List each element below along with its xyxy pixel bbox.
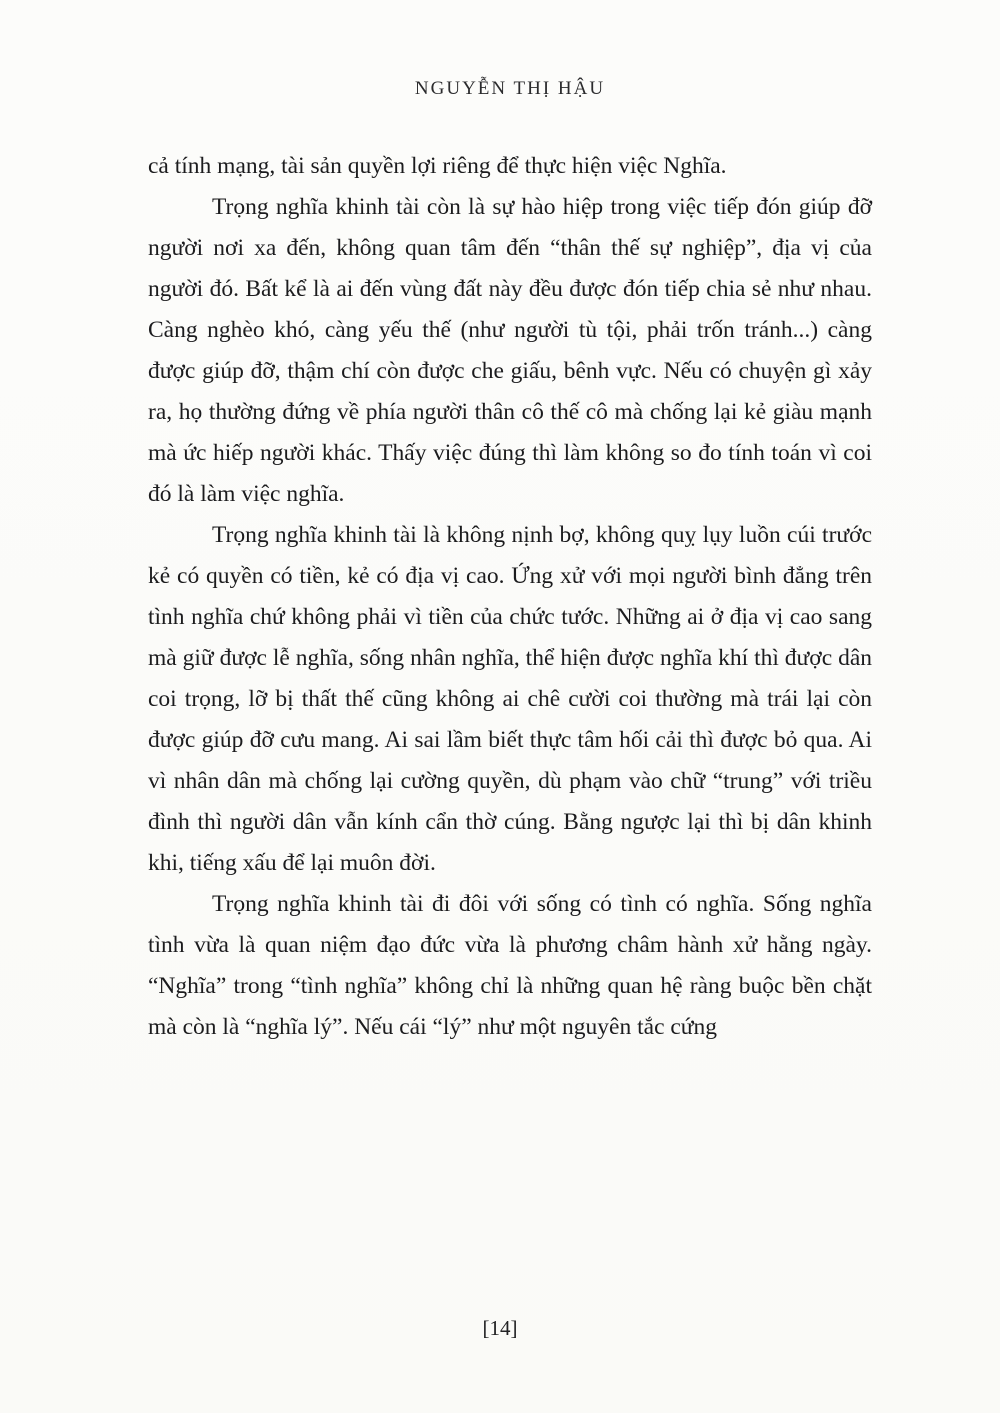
page-number: [14] — [482, 1316, 518, 1340]
body-paragraph: cả tính mạng, tài sản quyền lợi riêng để thực hiện việc Nghĩa. — [148, 153, 727, 179]
body-text-block — [148, 146, 872, 1048]
body-paragraph: Trọng nghĩa khinh tài đi đôi với sống có tình có nghĩa. Sống nghĩa tình vừa là quan niệm đạo đức vừa là phương châm hành xử hằng ngày. “Nghĩa” trong “tình nghĩa” không chỉ là những quan hệ ràng buộc bền chặt mà còn là “nghĩa lý”. Nếu cái “lý” như một nguyên tắc cứng — [148, 891, 872, 1040]
body-paragraph: Trọng nghĩa khinh tài là không nịnh bợ, không quỵ lụy luồn cúi trước kẻ có quyền có tiền, kẻ có địa vị cao. Ứng xử với mọi người bình đẳng trên tình nghĩa chứ không phải vì tiền của chức tước. Những ai ở địa vị cao sang mà giữ được lễ nghĩa, sống nhân nghĩa, thể hiện được nghĩa khí thì được dân coi trọng, lỡ bị thất thế cũng không ai chê cười coi thường mà trái lại còn được giúp đỡ cưu mang. Ai sai lầm biết thực tâm hối cải thì được bỏ qua. Ai vì nhân dân mà chống lại cường quyền, dù phạm vào chữ “trung” với triều đình thì người dân vẫn kính cẩn thờ cúng. Bằng ngược lại thì bị dân khinh khi, tiếng xấu để lại muôn đời. — [148, 522, 872, 876]
body-paragraph: Trọng nghĩa khinh tài còn là sự hào hiệp trong việc tiếp đón giúp đỡ người nơi xa đến, không quan tâm đến “thân thế sự nghiệp”, địa vị của người đó. Bất kể là ai đến vùng đất này đều được đón tiếp chia sẻ như nhau. Càng nghèo khó, càng yếu thế (như người tù tội, phải trốn tránh...) càng được giúp đỡ, thậm chí còn được che giấu, bênh vực. Nếu có chuyện gì xảy ra, họ thường đứng về phía người thân cô thế cô mà chống lại kẻ giàu mạnh mà ức hiếp người khác. Thấy việc đúng thì làm không so đo tính toán vì coi đó là làm việc nghĩa. — [148, 194, 872, 507]
running-header-author: NGUYỄN THỊ HẬU — [414, 78, 606, 99]
